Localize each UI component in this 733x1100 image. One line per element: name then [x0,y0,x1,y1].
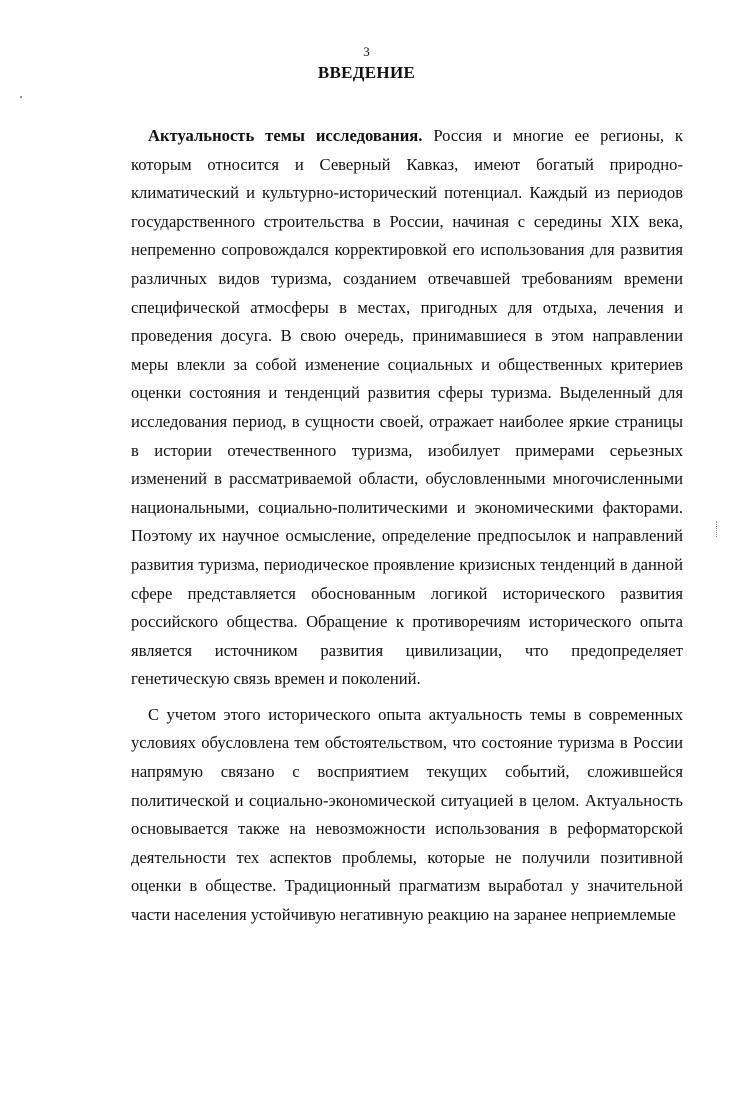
paragraph-text: Россия и многие ее регионы, к которым относится и Северный Кавказ, имеют богатый природно-климатический и культурно-исторический потенциал. Каждый из периодов государственного строительства в России, начиная с середины XIX века, непременно сопровождался корректировкой его использования для развития различных видов туризма, созданием отвечавшей требованиям времени специфической атмосферы в местах, пригодных для отдыха, лечения и проведения досуга. В свою очередь, принимавшиеся в этом направлении меры влекли за собой изменение социальных и общественных критериев оценки состояния и тенденций развития сферы туризма. Выделенный для исследования период, в сущности своей, отражает наиболее яркие страницы в истории отечественного туризма, изобилует примерами серьезных изменений в рассматриваемой области, обусловленными многочисленными национальными, социально-политическими и экономическими факторами. Поэтому их научное осмысление, определение предпосылок и направлений развития туризма, периодическое проявление кризисных тенденций в данной сфере представляется обоснованным логикой исторического развития российского общества. Обращение к противоречиям исторического опыта является источником развития цивилизации, что предопределяет генетическую связь времен и поколений. [131,126,683,689]
paragraph-context [131,701,683,930]
document-body [131,122,683,930]
paragraph-lead: Актуальность темы исследования. [148,126,423,145]
paragraph-relevance [131,122,683,694]
scan-mark [716,521,718,537]
page-number: 3 [363,44,370,59]
section-heading: ВВЕДЕНИЕ [317,63,416,82]
paragraph-text: С учетом этого исторического опыта актуальность темы в современных условиях обусловлена тем обстоятельством, что состояние туризма в России напрямую связано с восприятием текущих событий, сложившейся политической и социально-экономической ситуацией в целом. Актуальность основывается также на невозможности использования в реформаторской деятельности тех аспектов проблемы, которые не получили позитивной оценки в обществе. Традиционный прагматизм выработал у значительной части населения устойчивую негативную реакцию на заранее неприемлемые [131,704,683,925]
scan-speck [20,96,22,98]
